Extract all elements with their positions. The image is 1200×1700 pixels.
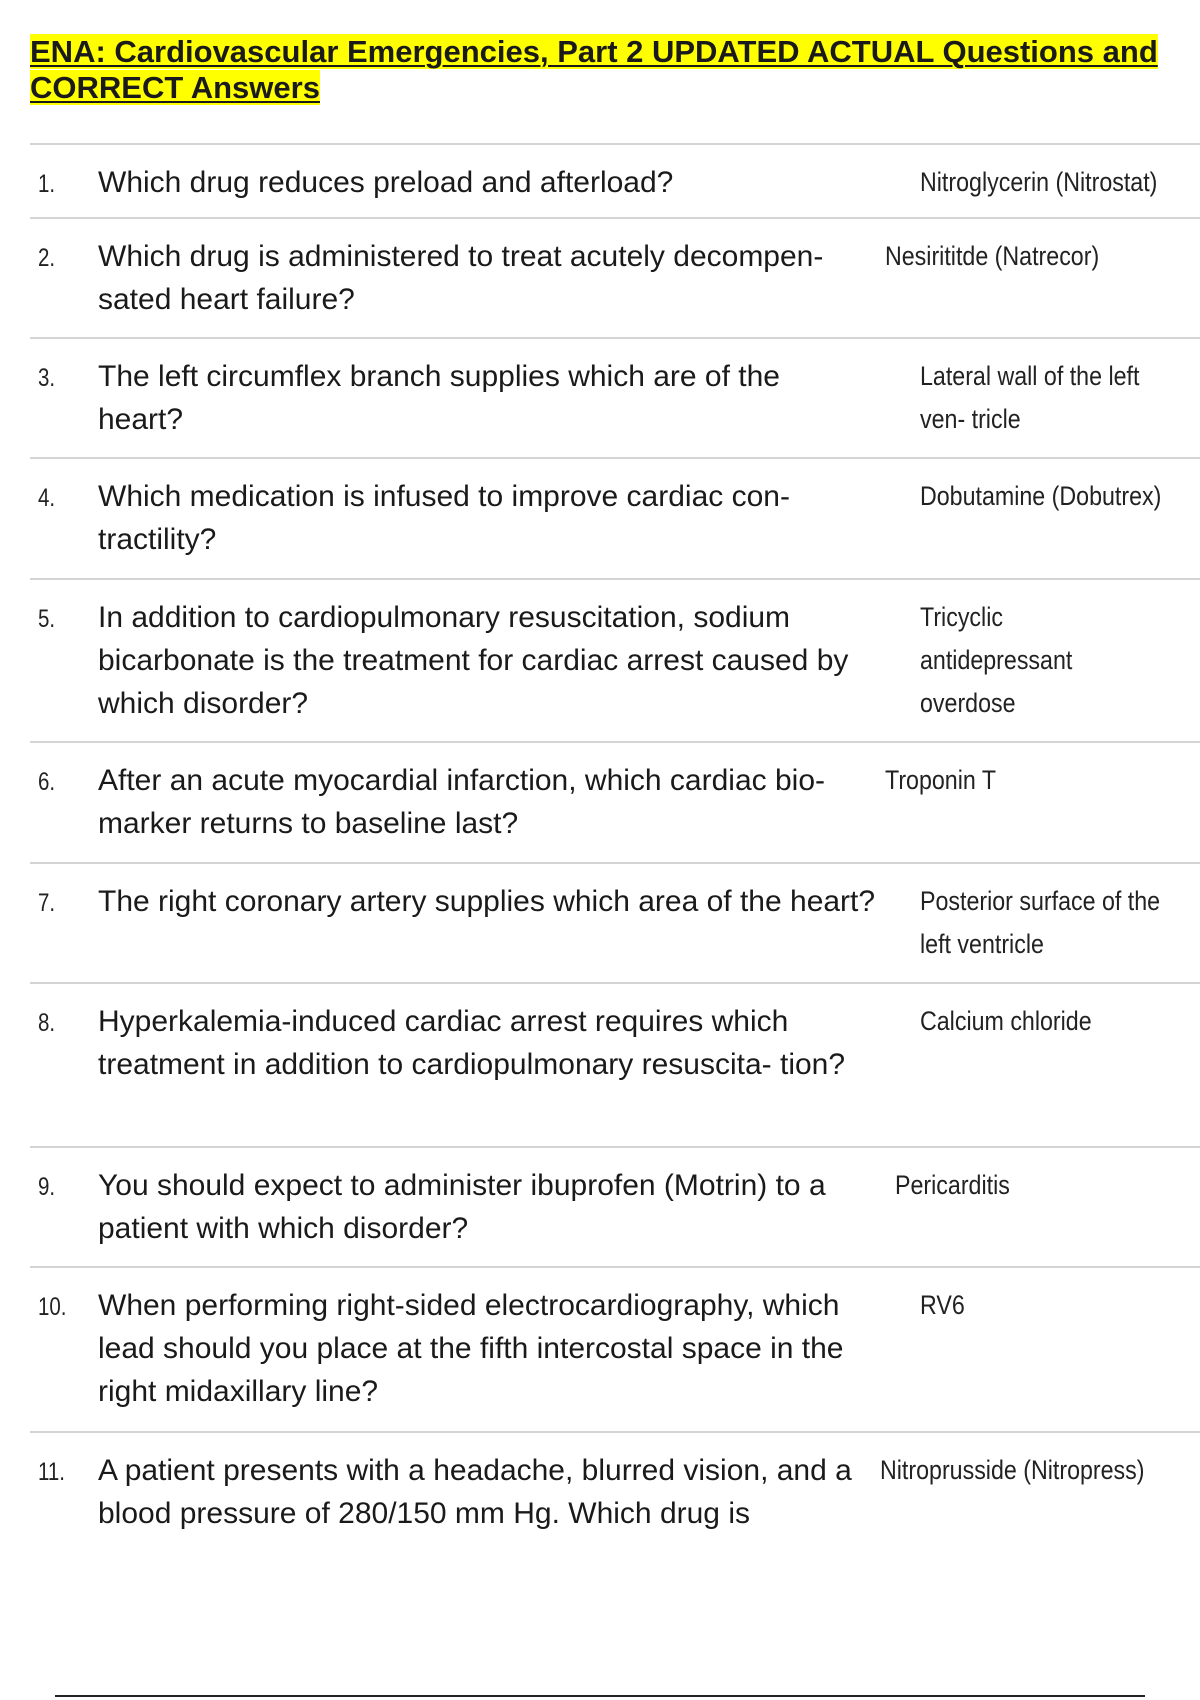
answer-text: Tricyclic antidepressant overdose — [920, 602, 1073, 718]
question-number: 9. — [38, 1173, 56, 1201]
answer-text: Nitroglycerin (Nitrostat) — [920, 167, 1158, 197]
answer-text: Lateral wall of the left ven- tricle — [920, 361, 1140, 434]
question-text: Which drug reduces preload and afterload? — [98, 166, 674, 199]
answer-text: Posterior surface of the left ventricle — [920, 886, 1161, 959]
question-text: You should expect to administer ibuprofen (Motrin) to a patient with which disorder? — [98, 1169, 826, 1245]
page-title-text: ENA: Cardiovascular Emergencies, Part 2 UPDATED ACTUAL Questions and CORRECT Answers — [30, 34, 1158, 105]
question-text: Which drug is administered to treat acutely decompen- sated heart failure? — [98, 240, 824, 316]
question-number: 1. — [38, 170, 56, 198]
qa-row — [30, 1146, 1200, 1266]
question-text: Which medication is infused to improve cardiac con- tractility? — [98, 480, 790, 556]
qa-row — [30, 862, 1200, 982]
question-text: The left circumflex branch supplies which are of the heart? — [98, 360, 780, 436]
answer-text: Dobutamine (Dobutrex) — [920, 481, 1162, 511]
question-text: A patient presents with a headache, blurred vision, and a blood pressure of 280/150 mm Hg. Which drug is — [98, 1454, 852, 1530]
question-number: 5. — [38, 605, 56, 633]
footer-rule — [55, 1695, 1145, 1697]
question-number: 10. — [38, 1293, 67, 1321]
question-number: 11. — [38, 1458, 65, 1486]
answer-text: Nitroprusside (Nitropress) — [880, 1455, 1145, 1485]
question-text: When performing right-sided electrocardiography, which lead should you place at the fifth intercostal space in the right midaxillary line? — [98, 1289, 844, 1408]
question-number: 3. — [38, 364, 56, 392]
question-text: In addition to cardiopulmonary resuscitation, sodium bicarbonate is the treatment for cardiac arrest caused by which disorder? — [98, 601, 849, 720]
qa-row — [30, 741, 1200, 862]
qa-row — [30, 1431, 1200, 1551]
question-number: 6. — [38, 768, 56, 796]
qa-row — [30, 1266, 1200, 1431]
question-text: Hyperkalemia-induced cardiac arrest requires which treatment in addition to cardiopulmonary resuscita- tion? — [98, 1005, 846, 1081]
question-text: The right coronary artery supplies which area of the heart? — [98, 885, 876, 918]
answer-text: Troponin T — [885, 765, 997, 795]
qa-row — [30, 217, 1200, 337]
question-number: 8. — [38, 1009, 56, 1037]
qa-row — [30, 982, 1200, 1146]
answer-text: Pericarditis — [895, 1170, 1010, 1200]
qa-list — [30, 143, 1200, 1551]
answer-text: Nesirititde (Natrecor) — [885, 241, 1100, 271]
qa-row — [30, 337, 1200, 457]
page-title — [30, 34, 1170, 106]
question-number: 4. — [38, 484, 56, 512]
answer-text: Calcium chloride — [920, 1006, 1092, 1036]
question-number: 2. — [38, 244, 56, 272]
qa-row — [30, 457, 1200, 578]
answer-text: RV6 — [920, 1290, 965, 1320]
question-number: 7. — [38, 889, 56, 917]
question-text: After an acute myocardial infarction, which cardiac bio- marker returns to baseline last? — [98, 764, 826, 840]
qa-row — [30, 578, 1200, 741]
qa-row — [30, 143, 1200, 217]
